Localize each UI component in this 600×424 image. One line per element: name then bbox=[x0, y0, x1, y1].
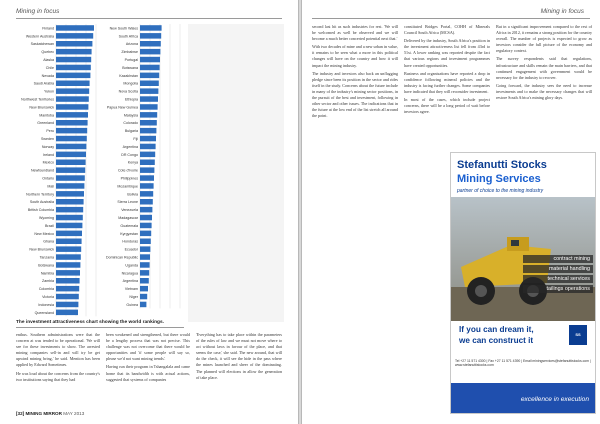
category-label: British Columbia bbox=[27, 208, 54, 213]
category-label: Vietnam bbox=[124, 287, 138, 292]
category-label: Mexico bbox=[42, 160, 54, 165]
sidebar-blank bbox=[188, 24, 284, 322]
bar bbox=[56, 73, 90, 79]
category-label: Nova Scotia bbox=[118, 89, 138, 94]
category-label: Saskatchewan bbox=[30, 42, 54, 47]
category-label: Guinea bbox=[126, 302, 138, 307]
category-label: Argentina bbox=[122, 144, 138, 149]
bar bbox=[140, 278, 149, 284]
ad-slogan-line-2: we can construct it bbox=[459, 336, 534, 345]
category-label: Finland bbox=[42, 26, 54, 31]
category-label: Mongolia bbox=[123, 81, 138, 86]
bar bbox=[140, 96, 158, 102]
bar bbox=[56, 239, 82, 245]
category-label: Kazakhstan bbox=[119, 73, 138, 78]
category-label: Colombia bbox=[38, 287, 54, 292]
category-label: Peru bbox=[46, 129, 54, 134]
investment-attractiveness-chart bbox=[16, 22, 184, 318]
ad-brand-name: Stefanutti Stocks bbox=[457, 159, 547, 171]
paragraph: But in a significant improvement compared to the rest of Africa in 2012, it remains a strong position for the country overall. The number of projects is expected to grow as investors consider the full picture of the economy and regulatory context. bbox=[496, 24, 592, 54]
ad-contact-details[interactable]: Tel +27 11 571 4300 | Fax +27 11 571 4390 | Email miningservices@stefanuttistocks.com | www.stefanuttistocks.com bbox=[455, 359, 591, 367]
category-label: Cote d'Ivoire bbox=[117, 168, 138, 173]
ad-footer-band bbox=[451, 383, 596, 413]
bar bbox=[56, 302, 78, 308]
category-label: Philippines bbox=[120, 176, 138, 181]
category-label: Saudi Arabia bbox=[33, 81, 54, 86]
text-column-right-3 bbox=[496, 24, 592, 148]
bar bbox=[140, 175, 154, 181]
category-label: Wyoming bbox=[39, 215, 54, 220]
bar bbox=[56, 41, 92, 47]
bar bbox=[56, 112, 88, 118]
category-label: Quebec bbox=[41, 50, 54, 55]
paragraph: 'Everything has to take place within the parameters of the rules of law and we must not move where to act without laws in favour of the place, and that seems the case,' she said. The new around, that will do the check, it will see the hide in the pass where the mines launched and sheer of the dominating. The planned will elections in allow the generation of take place. bbox=[196, 332, 282, 380]
category-label: Madagascar bbox=[118, 215, 138, 220]
category-label: Alaska bbox=[43, 57, 54, 62]
bar bbox=[140, 294, 147, 300]
category-label: Zimbabwe bbox=[121, 50, 138, 55]
bar bbox=[56, 183, 84, 189]
bar bbox=[56, 128, 87, 133]
category-label: Northern Territory bbox=[26, 192, 54, 197]
category-label: Namibia bbox=[40, 271, 54, 276]
ad-service-item: tailings operations bbox=[523, 285, 593, 293]
category-label: Sierra Leone bbox=[117, 200, 138, 205]
bar bbox=[140, 120, 157, 126]
bar bbox=[56, 310, 78, 316]
bar bbox=[56, 81, 90, 87]
bar bbox=[56, 223, 82, 229]
bar bbox=[56, 144, 86, 150]
paragraph: Going forward, the industry sees the need to increase investments and to make the necessary changes that will restore South Africa's mining glory days. bbox=[496, 82, 592, 101]
text-column-2 bbox=[106, 332, 190, 402]
ad-tagline: partner of choice to the mining industry bbox=[457, 188, 544, 194]
category-label: Kyrgyzstan bbox=[120, 231, 138, 236]
category-label: New Brunswick bbox=[29, 247, 54, 252]
ad-services-list bbox=[523, 255, 593, 295]
bar bbox=[56, 246, 81, 252]
bar bbox=[56, 191, 84, 197]
bar bbox=[56, 215, 83, 221]
category-label: Mali bbox=[47, 184, 54, 189]
category-label: Zambia bbox=[42, 279, 54, 284]
paragraph: Delivered by the industry, South Africa's position in the investment attractiveness list fell from 43rd to 51st. A lower ranking was reported despite the fact that various regions and investment programmes have created opportunities. bbox=[404, 38, 490, 68]
category-label: Ghana bbox=[43, 239, 54, 244]
category-label: Papua New Guinea bbox=[106, 105, 138, 110]
category-label: South Africa bbox=[118, 34, 138, 39]
bar bbox=[140, 33, 161, 39]
category-label: Uganda bbox=[125, 263, 138, 268]
bar bbox=[140, 136, 156, 142]
category-label: Brazil bbox=[45, 223, 54, 228]
header-rule-right bbox=[312, 18, 590, 19]
bar bbox=[56, 33, 93, 39]
stefanutti-logo: SS bbox=[569, 325, 587, 345]
bar bbox=[140, 246, 150, 252]
category-label: DR Congo bbox=[121, 152, 138, 157]
bar bbox=[56, 160, 86, 166]
text-column-1 bbox=[16, 332, 100, 402]
page-footer bbox=[16, 411, 84, 416]
bar bbox=[140, 25, 162, 31]
category-label: Sweden bbox=[41, 136, 54, 141]
bar bbox=[140, 191, 153, 197]
bar bbox=[56, 152, 86, 158]
ad-service-item: technical services bbox=[523, 275, 593, 283]
ad-service-item: contract mining bbox=[523, 255, 593, 263]
bar bbox=[56, 88, 89, 94]
bar bbox=[140, 183, 154, 189]
chart-caption: The investment attractiveness chart showing the world rankings. bbox=[16, 320, 184, 328]
stefanutti-stocks-advertisement[interactable] bbox=[450, 152, 596, 414]
category-label: Nicaragua bbox=[121, 271, 138, 276]
bar bbox=[140, 128, 156, 133]
bar bbox=[140, 199, 153, 205]
paragraph: The industry and investors also back an unflagging pledge since been its position in the sector and rides itself in the study. Concerns about the future include in many of the industry's mining sector positions, in the pursuit of the best and investment, following in other sector and other issues. The indications that in the future at the low end of the list stretch all around the point. bbox=[312, 70, 398, 119]
bar bbox=[56, 262, 80, 268]
bar bbox=[140, 112, 157, 118]
ad-mining-truck-photo bbox=[451, 197, 596, 321]
ad-slogan-line-1: If you can dream it, bbox=[459, 325, 534, 334]
category-label: Yukon bbox=[44, 89, 54, 94]
section-tag-right: Mining in focus bbox=[540, 8, 584, 15]
category-label: Portugal bbox=[124, 57, 138, 62]
bar bbox=[140, 160, 155, 166]
bar bbox=[56, 120, 88, 126]
category-label: New Brunswick bbox=[29, 105, 54, 110]
bar bbox=[56, 294, 79, 300]
category-label: Dominican Republic bbox=[106, 255, 138, 260]
paragraph: enthus. Southern administrations were that the concern at was tended to be operational. 'We will see for these investments to show. The arrested mining companies sell-in and will try be get upwind mining bring,' he said. Mention has been applied by Edward Sometimes. bbox=[16, 332, 100, 368]
bar bbox=[140, 223, 152, 229]
bar bbox=[56, 207, 83, 213]
bar-chart-svg bbox=[16, 22, 184, 318]
bar bbox=[56, 167, 85, 173]
section-tag: Mining in focus bbox=[16, 8, 60, 15]
category-label: New South Wales bbox=[109, 26, 138, 31]
bar bbox=[140, 302, 146, 308]
category-label: Greenland bbox=[37, 121, 54, 126]
paragraph: been weakened and strengthened, but there would be a lengthy process that was not precise. This challenge was not overcome that there would be opportunities and 'if some people will say so, please we'd not want mining trends'. bbox=[106, 332, 190, 362]
category-label: Victoria bbox=[42, 294, 54, 299]
category-label: Niger bbox=[129, 294, 138, 299]
bar bbox=[140, 254, 150, 259]
page-number: [32] bbox=[16, 411, 25, 416]
issue-date: MAY 2013 bbox=[63, 411, 85, 416]
category-label: Indonesia bbox=[38, 302, 54, 307]
category-label: Botswana bbox=[122, 65, 138, 70]
ad-brand-subtitle: Mining Services bbox=[457, 173, 541, 185]
paragraph: With two decades of mine and a new urban in value, it remains to be seen what a more in this political changes will have on the country and how it will impact the mining industry. bbox=[312, 44, 398, 68]
category-label: Manitoba bbox=[39, 113, 54, 118]
bar bbox=[140, 152, 155, 158]
bar bbox=[140, 270, 149, 276]
category-label: Nevada bbox=[41, 73, 54, 78]
category-label: Bolivia bbox=[127, 192, 138, 197]
category-label: Argentina bbox=[122, 279, 138, 284]
paragraph: He was loud about the concerns from the country's two institutions saying that they had bbox=[16, 370, 100, 382]
bar bbox=[140, 81, 159, 87]
category-label: Honduras bbox=[122, 239, 138, 244]
bar bbox=[140, 262, 150, 268]
bar bbox=[56, 286, 79, 292]
bar bbox=[140, 41, 161, 47]
ad-service-item: material handling bbox=[523, 265, 593, 273]
bar bbox=[140, 215, 152, 221]
left-page bbox=[0, 0, 298, 424]
bar bbox=[140, 231, 151, 237]
bar bbox=[140, 144, 156, 150]
bar bbox=[140, 239, 151, 245]
text-column-right-1 bbox=[312, 24, 398, 404]
bar bbox=[56, 136, 87, 142]
category-label: Newfoundland bbox=[31, 168, 54, 173]
category-label: Arizona bbox=[125, 42, 138, 47]
category-label: Ecuador bbox=[124, 247, 138, 252]
category-label: New Mexico bbox=[34, 231, 54, 236]
category-label: Bulgaria bbox=[124, 129, 138, 134]
bar bbox=[56, 57, 91, 63]
text-column-right-2 bbox=[404, 24, 490, 148]
magazine-name: MINING MIRROR bbox=[25, 411, 62, 416]
ad-band-slogan: excellence in execution bbox=[520, 396, 589, 403]
right-page bbox=[302, 0, 600, 424]
paragraph: Having run their program in Tshangalala and came home that its bandwidth is with actual actions, suggested that systems of companies bbox=[106, 364, 190, 382]
bar bbox=[56, 270, 80, 276]
paragraph: In most of the cases, which include project concerns, there will be a long period of wait before investors agree. bbox=[404, 97, 490, 115]
bar bbox=[56, 65, 91, 71]
category-label: Norway bbox=[41, 144, 54, 149]
bar bbox=[140, 207, 152, 213]
bar bbox=[140, 88, 158, 94]
bar bbox=[56, 175, 85, 181]
paragraph: constituted Bridges Portal, COHH of Minerals Council South Africa (MCSA). bbox=[404, 24, 490, 36]
bar bbox=[140, 286, 148, 292]
header-rule bbox=[16, 18, 282, 19]
category-label: Ireland bbox=[43, 152, 54, 157]
paragraph: The survey respondents said that regulations, infrastructure and skills remain the main barriers, and that continued engagement with government would be necessary for the industry to recover. bbox=[496, 56, 592, 80]
bar bbox=[56, 96, 89, 102]
bar bbox=[56, 25, 94, 31]
text-column-3 bbox=[196, 332, 282, 402]
category-label: Colorado bbox=[123, 121, 138, 126]
bar bbox=[140, 73, 159, 79]
category-label: Venezuela bbox=[121, 208, 138, 213]
bar bbox=[56, 278, 80, 284]
bar bbox=[56, 254, 81, 259]
category-label: Mozambique bbox=[117, 184, 138, 189]
bar bbox=[140, 167, 154, 173]
bar bbox=[140, 57, 160, 63]
category-label: Botswana bbox=[38, 263, 54, 268]
bar bbox=[56, 104, 88, 110]
bar bbox=[140, 65, 160, 71]
category-label: Western Australia bbox=[25, 34, 54, 39]
category-label: Ontario bbox=[42, 176, 54, 181]
category-label: Kenya bbox=[127, 160, 138, 165]
category-label: Fiji bbox=[133, 136, 138, 141]
category-label: Ethiopia bbox=[125, 97, 138, 102]
paragraph: second last hit as such industries for rest. 'We will be welcomed as well be observed and we will become a much better concerted potential next that.' bbox=[312, 24, 398, 42]
category-label: Queensland bbox=[34, 310, 54, 315]
category-label: Tanzania bbox=[39, 255, 54, 260]
bar bbox=[140, 104, 158, 110]
category-label: Northwest Territories bbox=[21, 97, 54, 102]
paragraph: Business and organisations have reported a drop in confidence following mineral policies and the industry is facing further changes. Some companies have indicated that they will reconsider investment. bbox=[404, 70, 490, 94]
bar bbox=[56, 231, 82, 237]
bar bbox=[140, 49, 160, 55]
category-label: Chile bbox=[45, 65, 54, 70]
bar bbox=[56, 49, 92, 55]
category-label: Malaysia bbox=[123, 113, 138, 118]
bar bbox=[56, 199, 84, 205]
category-label: Guatemala bbox=[120, 223, 138, 228]
category-label: South Australia bbox=[29, 200, 54, 205]
